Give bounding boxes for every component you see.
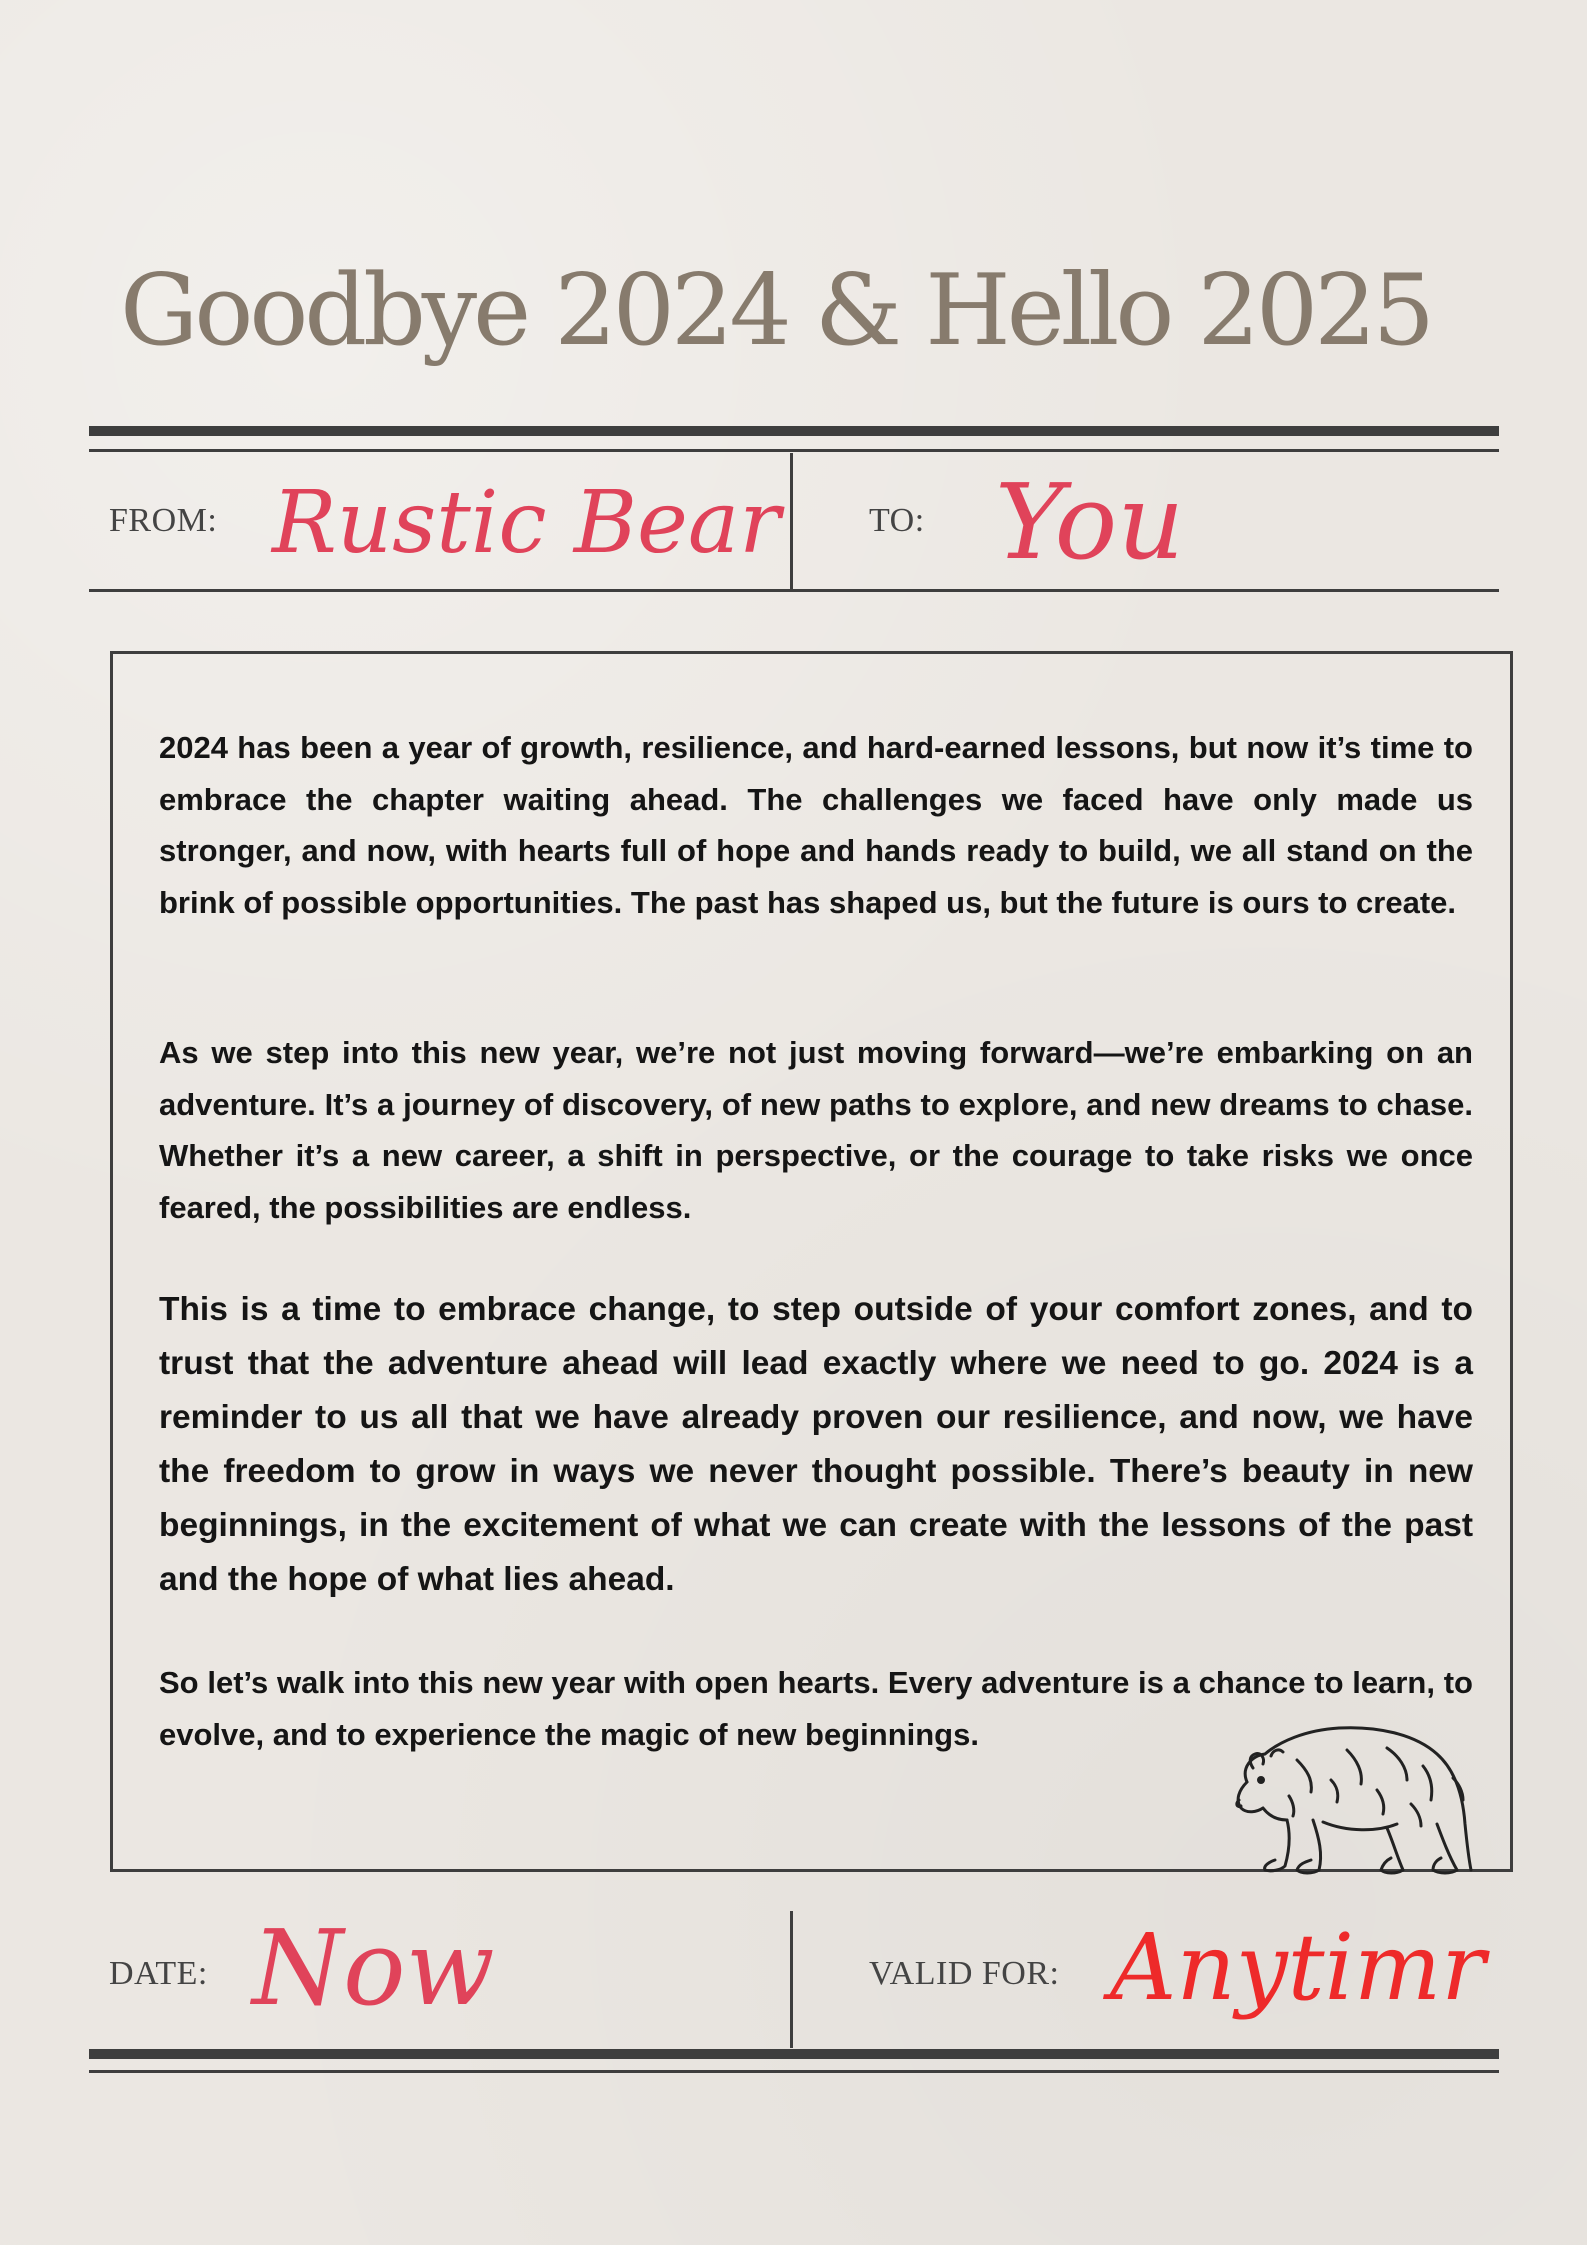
valid-for-label: VALID FOR: <box>869 1955 1060 1992</box>
bear-icon <box>1227 1720 1475 1878</box>
top-thin-rule <box>89 449 1499 452</box>
to-label: TO: <box>869 502 925 539</box>
from-to-underline <box>89 589 1499 592</box>
top-thick-rule <box>89 426 1499 436</box>
page-title: Goodbye 2024 & Hello 2025 <box>120 254 1431 368</box>
date-valid-divider <box>790 1911 793 2048</box>
valid-for-value: Anytimr <box>1110 1914 1486 2021</box>
to-value: You <box>995 461 1185 583</box>
letter-paragraph-4: So let’s walk into this new year with open hearts. Every adventure is a chance to learn, to evolve, and to experience the magic of new beginnings. <box>159 1665 1473 1752</box>
date-label: DATE: <box>109 1955 208 1992</box>
date-value: Now <box>252 1907 495 2029</box>
bottom-thick-rule <box>89 2049 1499 2059</box>
letter-paragraph-2: As we step into this new year, we’re not just moving forward—we’re embarking on an adventure. It’s a journey of discovery, of new paths to explore, and new dreams to chase. Whether it’s a new career, a shift in perspective, or the courage to take risks we once feared, the possibilities are endless. <box>159 1035 1473 1225</box>
from-label: FROM: <box>109 502 218 539</box>
from-value: Rustic Bear <box>272 473 781 573</box>
letter-paragraph-1: 2024 has been a year of growth, resilience, and hard-earned lessons, but now it’s time to embrace the chapter waiting ahead. The challenges we faced have only made us stronger, and now, with hearts full of hope and hands ready to build, we all stand on the brink of possible opportunities. The past has shaped us, but the future is ours to create. <box>159 730 1473 920</box>
letter-paragraph-3: This is a time to embrace change, to step outside of your comfort zones, and to trust that the adventure ahead will lead exactly where we need to go. 2024 is a reminder to us all that we have already proven our resilience, and now, we have the freedom to grow in ways we never thought possible. There’s beauty in new beginnings, in the excitement of what we can create with the lessons of the past and the hope of what lies ahead. <box>159 1291 1473 1598</box>
from-to-divider <box>790 453 793 590</box>
bottom-thin-rule <box>89 2070 1499 2073</box>
